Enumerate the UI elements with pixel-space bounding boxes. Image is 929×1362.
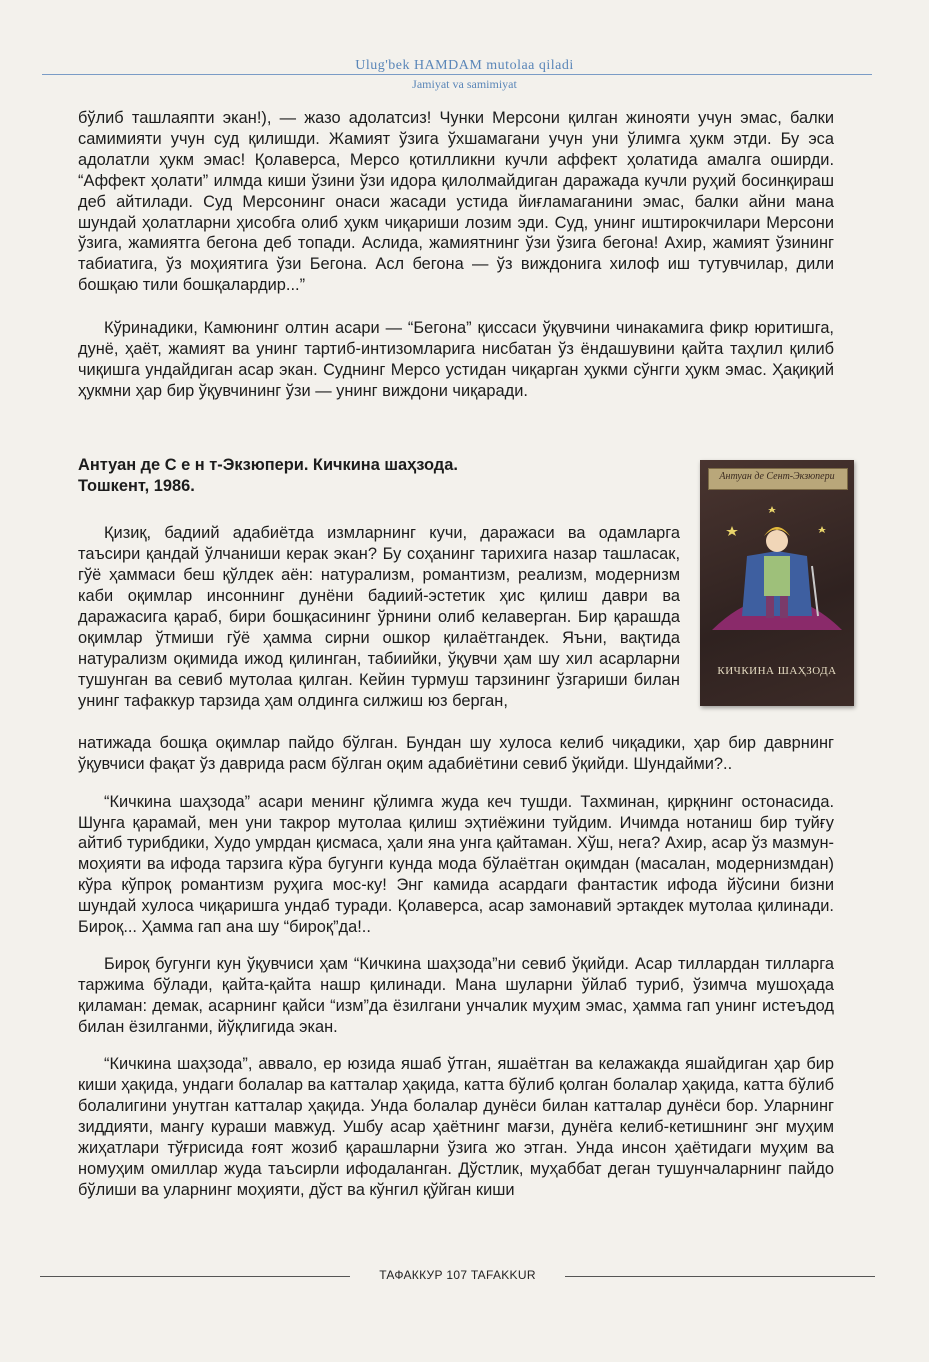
header-rule [42, 74, 872, 75]
body-paragraph-5: Бироқ бугунги кун ўқувчиси ҳам “Кичкина шаҳзода”ни севиб ўқийди. Асар тиллардан тилларга таржима бўлади, қайта-қайта нашр қилинади. Мана шуларни ўйлаб туриб, ўзимча мушоҳада қиламан: демак, асарнинг қайси “изм”да ёзилгани унчалик муҳим эмас, ҳамма гап унинг истеъдод билан ёзилганми, йўқлигида экан. [78, 955, 834, 1037]
body-paragraph-3-continued: натижада бошқа оқимлар пайдо бўлган. Бундан шу хулоса келиб чиқадики, ҳар бир даврнинг ўқувчиси фақат ўз даврида расм бўлган оқим адабиётини севиб ўқийди. Шундайми?.. [78, 734, 834, 774]
book-heading [78, 455, 678, 497]
book-heading-imprint: Тошкент, 1986. [78, 477, 195, 495]
cover-author: Антуан де Сент-Экзюпери [719, 471, 835, 482]
header-author-line: Ulug'bek HAMDAM mutolaa qiladi [355, 58, 574, 73]
book-heading-title: Антуан де С е н т-Экзюпери. Кичкина шаҳзода. [78, 456, 458, 474]
cover-title: КИЧКИНА ШАҲЗОДА [717, 665, 837, 677]
body-paragraph-4: “Кичкина шаҳзода” асари менинг қўлимга жуда кеч тушди. Тахминан, қирқнинг остонасида. Шунга қарамай, мен уни такрор мутолаа қилиш эҳтиёжини туйдим. Ичимда нотаниш бир туйғу айтиб турибдики, Худо умрдан қисмаса, ҳали яна унга қайтаман. Хўш, нега? Ахир, асар ўз мазмун-моҳияти ва ифода тарзига кўра бугунги кунда мода бўлаётган оқимдан (масалан, модернизмдан) кўра кўпроқ романтизм руҳига мос-ку! Энг камида асардаги фантастик ифода йўсини бизни шундай хулоса чиқаришга ундаб туради. Қолаверса, асар замонавий эртакдек мутолаа қилинади. Бироқ... Ҳамма гап ана шу “бироқ”да!.. [78, 792, 834, 937]
footer-rule-left [40, 1276, 350, 1277]
body-paragraph-3: Қизиқ, бадиий адабиётда измларнинг кучи, даражаси ва одамларга таъсири қандай ўлчаниши керак экан? Бу соҳанинг тарихига назар ташласак, гўё ҳаммаси беш қўлдек аён: натурализм, романтизм, реализм, модернизм каби оқимлар инсоннинг дунёни бадиий-эстетик ҳис қилиш даври ва даражасига қараб, бири бошқасининг ўрнини олиб келаверган. Бир қарашда оқимлар ўтмиши гўё ҳамма сирни ошкор қилаётгандек. Яъни, вақтида натурализм оқимида ижод қилинган, табиийки, ўқувчи ҳам шу хил асарларни тушунган ва севиб мутолаа қилган. Кейин турмуш тарзининг ўзгариши билан унинг тафаккур тарзида ҳам олдинга силжиш юз берган, [78, 524, 680, 710]
footer-page-number: ТАФАККУР 107 TAFAKKUR [379, 1268, 536, 1282]
body-paragraph-6: “Кичкина шаҳзода”, аввало, ер юзида яшаб ўтган, яшаётган ва келажакда яшайдиган ҳар бир киши ҳақида, ундаги болалар ва катталар ҳақида, катта бўлиб қолган болалар ҳақида, катта бўлиб болалигини унутган катталар ҳақида. Унда болалар дунёси билан катталар дунёси бор. Уларнинг зиддияти, мангу кураши мавжуд. Ушбу асар ҳаётнинг мағзи, дунёга келиб-кетишнинг энг муҳим жиҳатлари тўғрисида ғоят жозиб қарашларни ўзига жо этган. Унда инсон ҳаётидаги муҳим ва номуҳим омиллар жуда таъсирли ифодаланган. Дўстлик, муҳаббат деган тушунчаларнинг пайдо бўлиши ва уларнинг моҳияти, дўст ва кўнгил қўйган киши [78, 1055, 834, 1199]
book-cover-image [700, 460, 854, 706]
footer-rule-right [565, 1276, 875, 1277]
little-prince-illustration [712, 496, 842, 630]
body-paragraphs-main [78, 717, 834, 1217]
header-section-line: Jamiyat va samimiyat [412, 77, 517, 91]
body-paragraph-1: бўлиб ташлаяпти экан!), — жазо адолатсиз! Чунки Мерсони қилган жинояти учун эмас, балки самимияти учун суд қилишди. Жамият ўзига ўхшамагани учун уни ўлимга ҳукм этди. Бу эса адолатли ҳукм эмас! Қолаверса, Мерсо қотилликни кучли аффект ҳолатида амалга оширди. “Аффект ҳолати” илмда киши ўзини ўзи идора қилолмайдиган даражада кучли руҳий босинқираш деб айтилади. Суд Мерсонинг онаси жасади устида йиғламаганини эмас, балки айни мана шундай ҳолатларни ҳисобга олиб ҳукм чиқариши лозим эди. Суд, унинг иштирокчилари Мерсони ўзига, жамиятга бегона деб топади. Аслида, жамиятнинг ўзи ўзига бегона! Ахир, жамият ўзининг табиатига, ўз моҳиятига ўзи Бегона. Асл бегона — ўз виждонига хилоф иш тутувчилар, дили бошқаю тили бошқалардир...” [78, 109, 834, 295]
body-paragraph-2: Кўринадики, Камюнинг олтин асари — “Бегона” қиссаси ўқувчини чинакамига фикр юритишга, дунё, ҳаёт, жамият ва унинг тартиб-интизомларига нисбатан ўз ёндашувини қайта таҳлил қилиб чиқишга ундайдиган асар экан. Суднинг Мерсо устидан чиқарган ҳукми сўнгги ҳукм эмас. Ҳақиқий ҳукмни ҳар бир ўқувчининг ўзи — унинг виждони чиқаради. [78, 319, 834, 400]
page-footer [0, 1265, 929, 1289]
